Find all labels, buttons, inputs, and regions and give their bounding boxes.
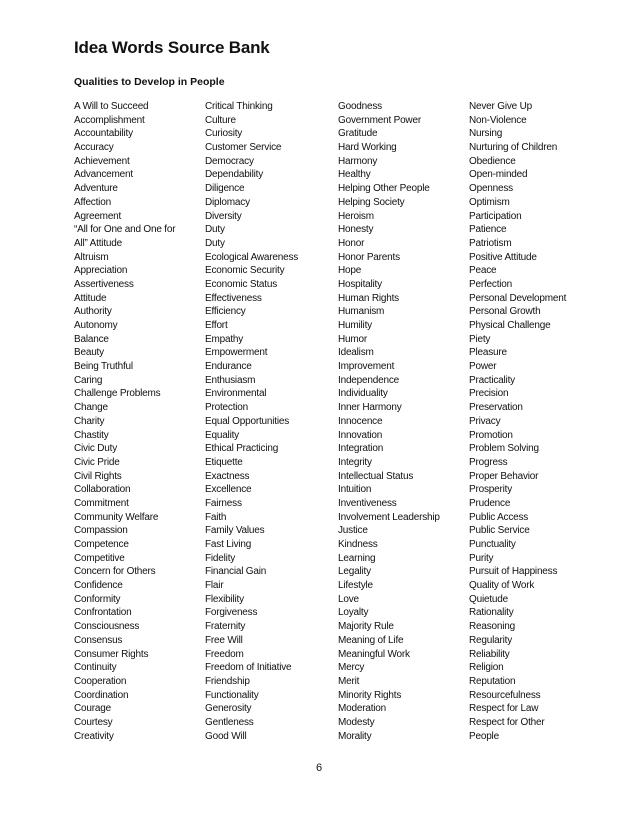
list-item: Civic Duty — [74, 443, 118, 455]
list-item: Gratitude — [338, 128, 378, 140]
list-item: Healthy — [338, 169, 371, 181]
list-item: Intuition — [338, 484, 372, 496]
list-item: Balance — [74, 333, 109, 345]
list-item: Human Rights — [338, 292, 399, 304]
list-item: Resourcefulness — [469, 689, 541, 701]
page-title: Idea Words Source Bank — [74, 38, 270, 57]
list-item: Good Will — [205, 730, 247, 742]
list-item: Justice — [338, 525, 368, 537]
list-item: Free Will — [205, 634, 243, 646]
list-item: Competence — [74, 539, 129, 550]
list-item: Personal Development — [469, 292, 567, 304]
list-item: Government Power — [338, 114, 421, 126]
list-item: Helping Society — [338, 196, 405, 208]
list-item: Integration — [338, 443, 384, 455]
list-item: Empathy — [205, 333, 244, 345]
list-item: Regularity — [469, 634, 513, 646]
list-item: Promotion — [469, 429, 513, 441]
list-item: Affection — [74, 196, 111, 208]
list-item: Inventiveness — [338, 497, 397, 509]
list-item: Prudence — [469, 497, 511, 509]
list-item: Morality — [338, 730, 372, 742]
list-item: Dependability — [205, 169, 263, 181]
list-item: Compassion — [74, 525, 128, 537]
list-item: Fairness — [205, 497, 242, 509]
list-item: Family Values — [205, 525, 265, 537]
list-item: Ethical Practicing — [205, 443, 279, 455]
list-item: Honor — [338, 237, 365, 249]
list-item: Economic Status — [205, 278, 278, 290]
list-item: Fraternity — [205, 621, 246, 633]
list-item: Courage — [74, 703, 111, 715]
list-item: Financial Gain — [205, 566, 267, 578]
list-item: Prosperity — [469, 484, 513, 496]
list-item: Challenge Problems — [74, 388, 161, 400]
list-item: Economic Security — [205, 265, 285, 277]
list-item: Consumer Rights — [74, 648, 149, 660]
list-item: Enthusiasm — [205, 374, 256, 386]
list-item: Perfection — [469, 278, 513, 290]
list-item: Pursuit of Happiness — [469, 566, 558, 578]
list-item: Curiosity — [205, 128, 243, 140]
list-item: Protection — [205, 402, 249, 414]
list-item: Accountability — [74, 128, 133, 140]
list-item: Culture — [205, 114, 236, 126]
list-item: Optimism — [469, 196, 510, 208]
word-column-3 — [338, 100, 440, 743]
list-item: Proper Behavior — [469, 470, 539, 482]
list-item: Creativity — [74, 730, 114, 742]
list-item: Integrity — [338, 456, 372, 468]
list-item: Harmony — [338, 155, 378, 167]
list-item: Fidelity — [205, 552, 236, 564]
list-item: Consciousness — [74, 621, 140, 633]
list-item: Innovation — [338, 429, 383, 441]
list-item: Generosity — [205, 703, 252, 715]
list-item: Preservation — [469, 402, 523, 414]
list-item: Purity — [469, 552, 494, 564]
list-item: Duty — [205, 224, 225, 236]
list-item: Independence — [338, 374, 399, 386]
list-item: Modesty — [338, 716, 375, 728]
list-item: Exactness — [205, 470, 250, 482]
word-column-4 — [469, 100, 566, 743]
list-item: Religion — [469, 662, 504, 674]
list-item: Intellectual Status — [338, 470, 414, 482]
list-item: Honesty — [338, 224, 374, 236]
list-item: Minority Rights — [338, 689, 402, 701]
list-item: Participation — [469, 210, 522, 222]
list-item: Fast Living — [205, 539, 252, 550]
list-item: Friendship — [205, 675, 250, 687]
list-item: Authority — [74, 306, 112, 318]
list-item: Patience — [469, 224, 507, 236]
list-item: Freedom of Initiative — [205, 662, 292, 674]
list-item: Endurance — [205, 361, 252, 373]
list-item: Physical Challenge — [469, 320, 551, 331]
list-item: Reasoning — [469, 621, 516, 633]
list-item: Open-minded — [469, 169, 528, 181]
list-item: Quietude — [469, 593, 508, 605]
list-item: Continuity — [74, 662, 117, 674]
list-item: Patriotism — [469, 237, 512, 249]
list-item: Respect for Other — [469, 716, 545, 728]
list-item: Goodness — [338, 101, 382, 112]
list-item: Helping Other People — [338, 183, 430, 195]
list-item: Adventure — [74, 183, 118, 195]
list-item: Etiquette — [205, 456, 243, 468]
list-item: Freedom — [205, 648, 244, 660]
list-item: All” Attitude — [74, 237, 122, 249]
list-item: Diplomacy — [205, 196, 250, 208]
list-item: Meaning of Life — [338, 634, 404, 646]
list-item: Rationality — [469, 607, 514, 619]
list-item: A Will to Succeed — [74, 101, 149, 112]
list-item: Beauty — [74, 347, 104, 359]
list-item: Never Give Up — [469, 101, 532, 112]
list-item: Privacy — [469, 415, 501, 427]
list-item: Cooperation — [74, 675, 127, 687]
list-item: Customer Service — [205, 142, 282, 154]
list-item: Honor Parents — [338, 251, 400, 263]
list-item: Practicality — [469, 374, 515, 386]
list-item: Civic Pride — [74, 456, 120, 468]
list-item: Diligence — [205, 183, 245, 195]
list-item: Public Access — [469, 511, 529, 523]
list-item: Respect for Law — [469, 703, 539, 715]
list-item: Nurturing of Children — [469, 142, 558, 154]
list-item: Kindness — [338, 539, 378, 550]
list-item: Concern for Others — [74, 566, 156, 578]
list-item: Positive Attitude — [469, 251, 537, 263]
list-item: Change — [74, 402, 108, 414]
list-item: Progress — [469, 456, 508, 468]
list-item: Majority Rule — [338, 621, 394, 633]
list-item: Power — [469, 361, 497, 373]
list-item: Excellence — [205, 484, 252, 496]
list-item: Inner Harmony — [338, 402, 402, 414]
list-item: Commitment — [74, 497, 129, 509]
list-item: Personal Growth — [469, 306, 541, 318]
list-item: Attitude — [74, 292, 107, 304]
list-item: Nursing — [469, 128, 503, 140]
list-item: “All for One and One for — [74, 224, 176, 236]
list-item: Critical Thinking — [205, 101, 273, 112]
list-item: Non-Violence — [469, 114, 527, 126]
list-item: Appreciation — [74, 265, 128, 277]
list-item: Consensus — [74, 634, 123, 646]
list-item: Faith — [205, 511, 227, 523]
list-item: Punctuality — [469, 539, 516, 550]
list-item: Forgiveness — [205, 607, 258, 619]
list-item: Hospitality — [338, 278, 382, 290]
list-item: People — [469, 730, 499, 742]
list-item: Chastity — [74, 429, 109, 441]
list-item: Courtesy — [74, 716, 113, 728]
list-item: Community Welfare — [74, 511, 159, 523]
list-item: Reliability — [469, 648, 510, 660]
list-item: Innocence — [338, 415, 383, 427]
section-subtitle: Qualities to Develop in People — [74, 76, 225, 88]
list-item: Public Service — [469, 525, 530, 537]
list-item: Humor — [338, 333, 368, 345]
list-item: Hope — [338, 265, 362, 277]
list-item: Idealism — [338, 347, 374, 359]
list-item: Piety — [469, 333, 491, 345]
list-item: Agreement — [74, 210, 122, 222]
word-column-1 — [74, 100, 175, 743]
list-item: Environmental — [205, 388, 267, 400]
list-item: Coordination — [74, 689, 129, 701]
list-item: Accomplishment — [74, 114, 145, 126]
list-item: Charity — [74, 415, 105, 427]
list-item: Caring — [74, 374, 103, 386]
list-item: Moderation — [338, 703, 387, 715]
word-column-2 — [205, 100, 298, 743]
list-item: Assertiveness — [74, 278, 134, 290]
list-item: Pleasure — [469, 347, 507, 359]
list-item: Loyalty — [338, 607, 369, 619]
list-item: Altruism — [74, 251, 109, 263]
list-item: Effort — [205, 320, 228, 331]
list-item: Lifestyle — [338, 580, 373, 592]
list-item: Merit — [338, 675, 360, 687]
list-item: Mercy — [338, 662, 365, 674]
list-item: Heroism — [338, 210, 374, 222]
list-item: Humility — [338, 320, 372, 331]
list-item: Flair — [205, 580, 224, 592]
list-item: Hard Working — [338, 142, 397, 154]
list-item: Democracy — [205, 155, 254, 167]
list-item: Ecological Awareness — [205, 251, 299, 263]
list-item: Love — [338, 593, 359, 605]
list-item: Equality — [205, 429, 239, 441]
list-item: Confrontation — [74, 607, 132, 619]
list-item: Learning — [338, 552, 376, 564]
list-item: Competitive — [74, 552, 125, 564]
list-item: Reputation — [469, 675, 516, 687]
list-item: Precision — [469, 388, 509, 400]
list-item: Individuality — [338, 388, 388, 400]
list-item: Functionality — [205, 689, 259, 701]
list-item: Efficiency — [205, 306, 246, 318]
list-item: Openness — [469, 183, 513, 195]
list-item: Autonomy — [74, 320, 118, 331]
list-item: Humanism — [338, 306, 385, 318]
list-item: Gentleness — [205, 716, 254, 728]
list-item: Peace — [469, 265, 497, 277]
list-item: Collaboration — [74, 484, 131, 496]
list-item: Effectiveness — [205, 292, 262, 304]
list-item: Problem Solving — [469, 443, 539, 455]
list-item: Meaningful Work — [338, 648, 410, 660]
list-item: Legality — [338, 566, 371, 578]
list-item: Equal Opportunities — [205, 415, 290, 427]
page-number: 6 — [315, 762, 323, 774]
list-item: Advancement — [74, 169, 133, 181]
list-item: Achievement — [74, 155, 130, 167]
list-item: Civil Rights — [74, 470, 122, 482]
list-item: Empowerment — [205, 347, 268, 359]
list-item: Obedience — [469, 155, 516, 167]
list-item: Being Truthful — [74, 361, 133, 373]
list-item: Involvement Leadership — [338, 511, 440, 523]
list-item: Duty — [205, 237, 225, 249]
list-item: Accuracy — [74, 142, 114, 154]
list-item: Confidence — [74, 580, 123, 592]
list-item: Quality of Work — [469, 580, 535, 592]
list-item: Conformity — [74, 593, 121, 605]
list-item: Diversity — [205, 210, 242, 222]
list-item: Flexibility — [205, 593, 244, 605]
list-item: Improvement — [338, 361, 395, 373]
